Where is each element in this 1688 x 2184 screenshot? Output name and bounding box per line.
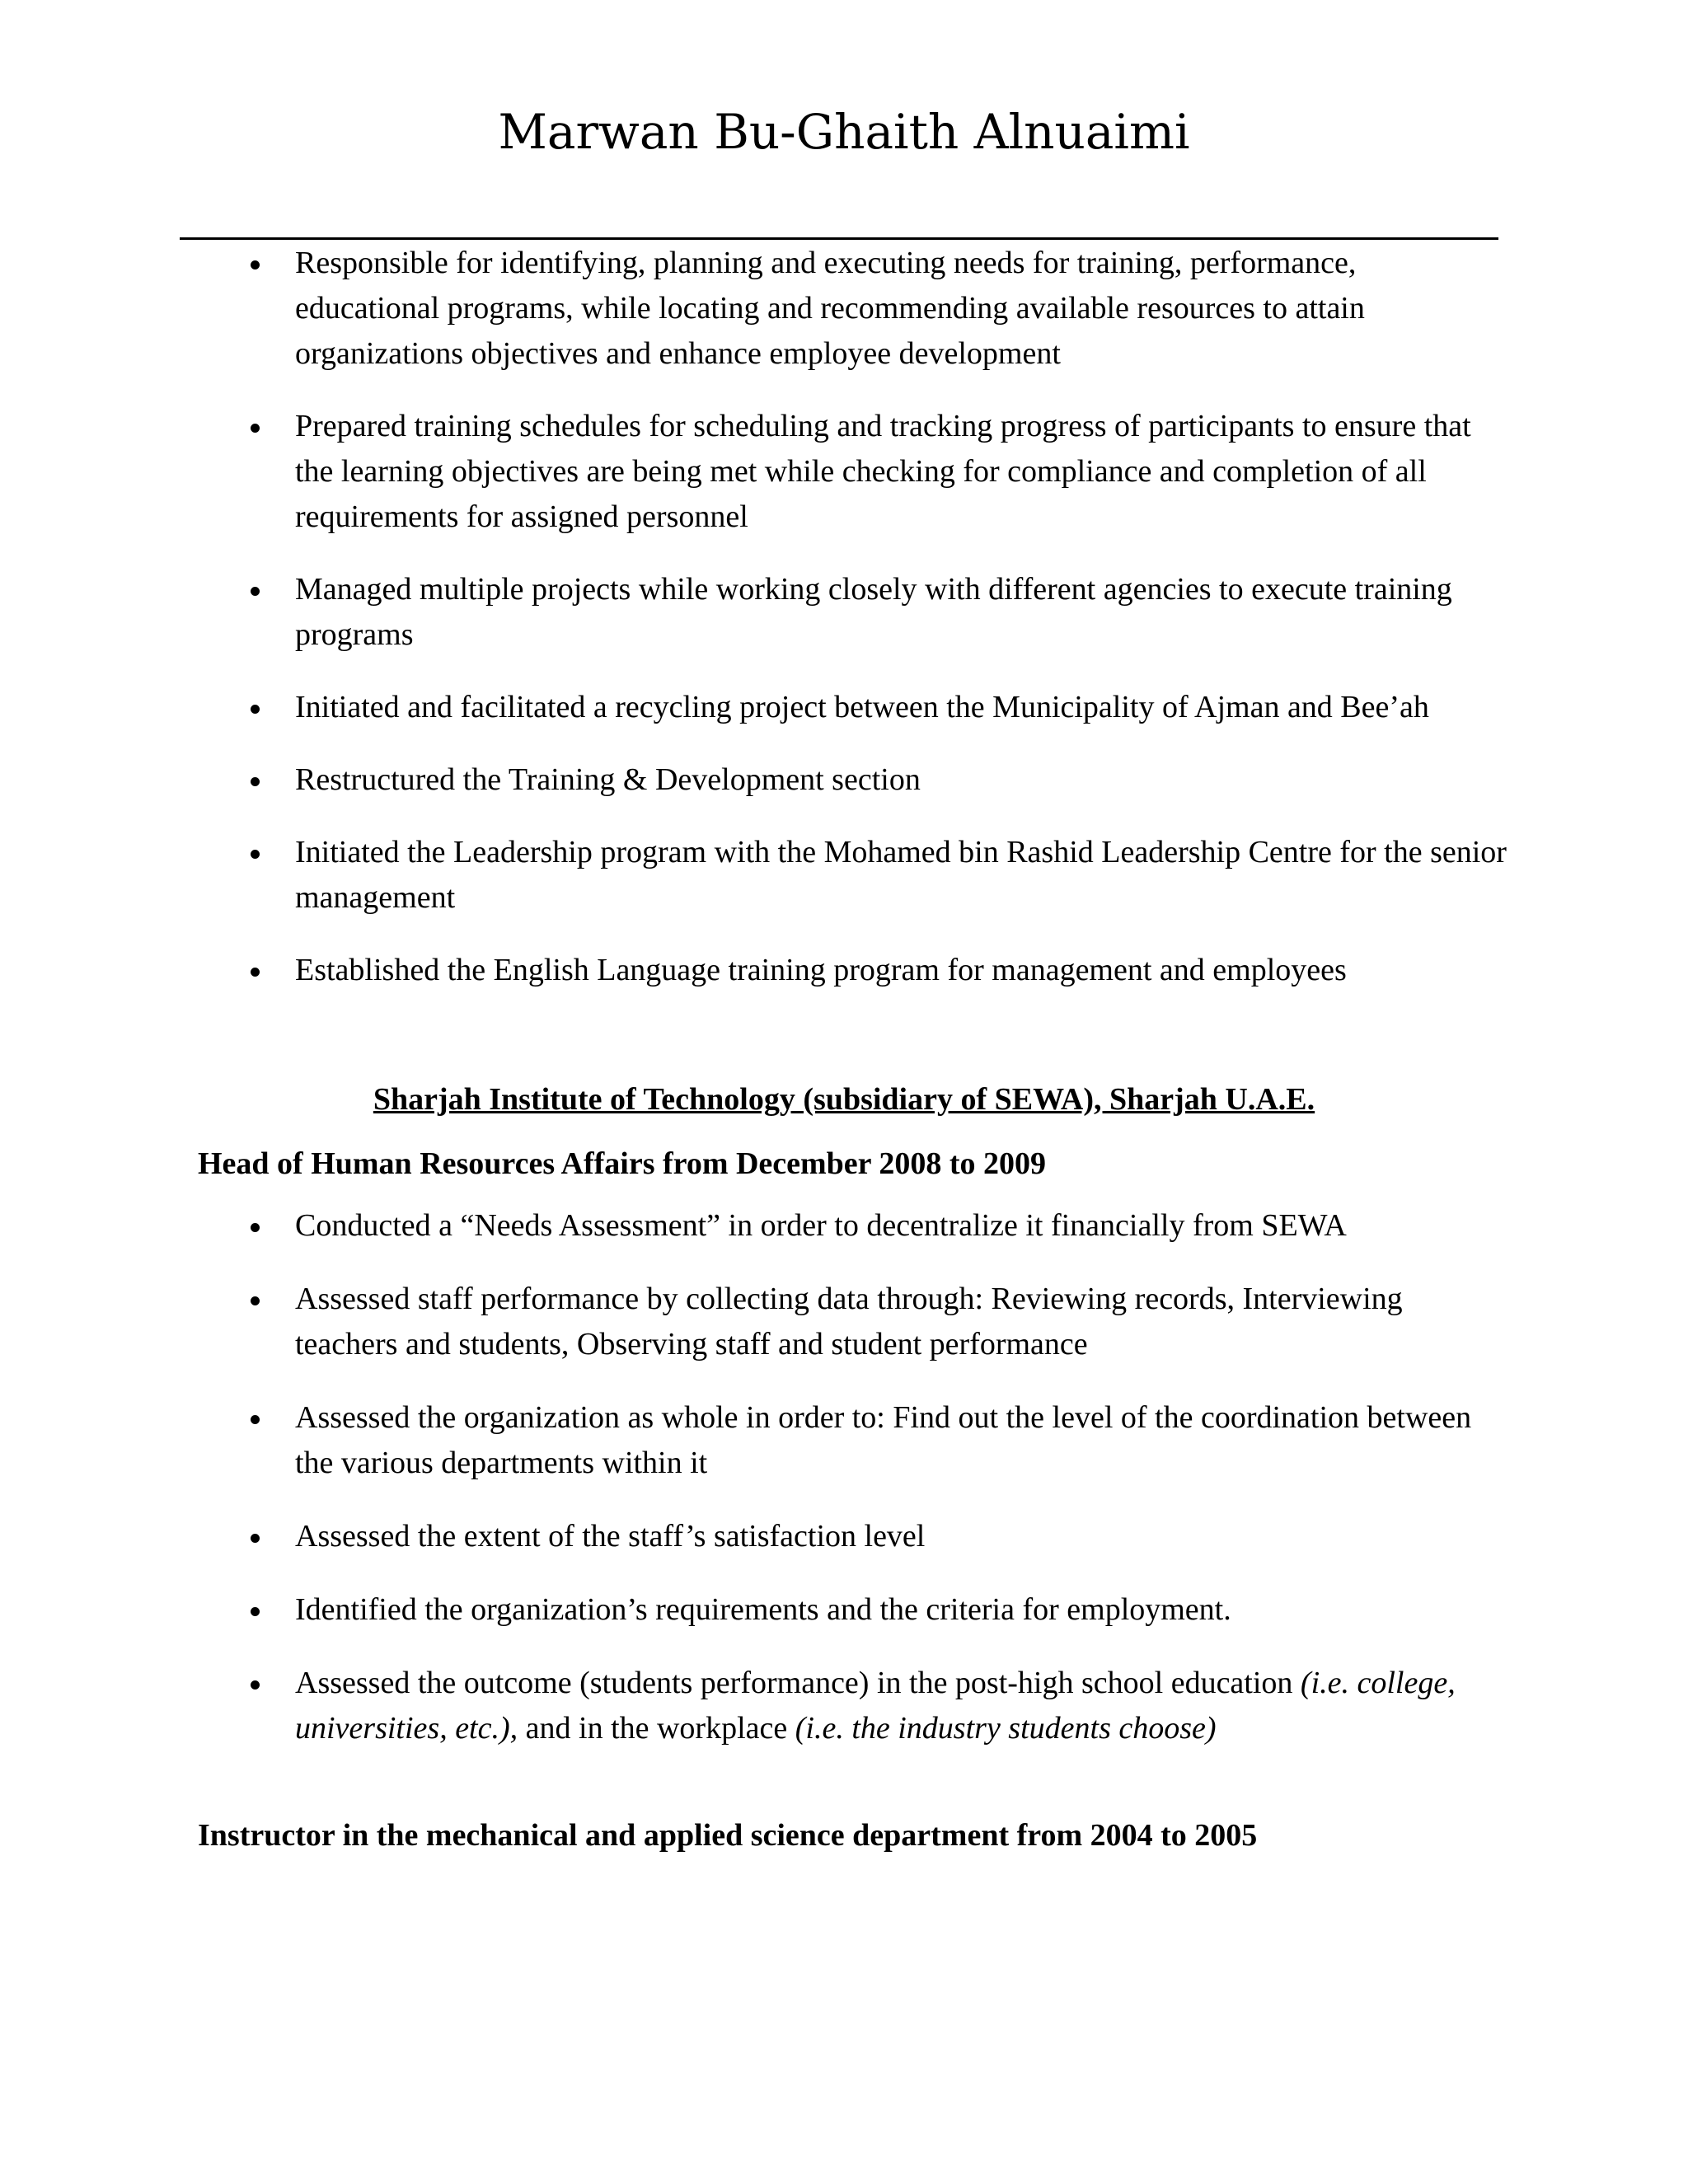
- bullet-icon: [251, 1223, 260, 1232]
- bullet-icon: [251, 850, 260, 859]
- responsibilities-list: [0, 241, 1507, 1020]
- list-item: [0, 1661, 1507, 1751]
- list-item-text: Established the English Language training program for management and employees: [295, 953, 1347, 987]
- list-item-text: Responsible for identifying, planning and executing needs for training, performance, educational programs, while locating and recommending available resources to attain organizations objectives and enhance employee development: [295, 246, 1365, 371]
- bullet-icon: [251, 1296, 260, 1305]
- list-item-text: Prepared training schedules for scheduling and tracking progress of participants to ensure that the learning objectives are being met while checking for compliance and completion of all requirements for assigned personnel: [295, 409, 1471, 534]
- list-item-text: Assessed staff performance by collecting data through: Reviewing records, Interviewing teachers and students, Observing staff and student performance: [295, 1282, 1403, 1361]
- list-item: [0, 1203, 1507, 1249]
- list-item-text: Conducted a “Needs Assessment” in order to decentralize it financially from SEWA: [295, 1208, 1347, 1243]
- bullet-icon: [251, 260, 260, 269]
- header-divider: [180, 237, 1498, 240]
- bullet-icon: [251, 705, 260, 714]
- list-item-text: Assessed the extent of the staff’s satisfaction level: [295, 1519, 926, 1554]
- bullet-icon: [251, 1607, 260, 1616]
- list-item: [0, 404, 1507, 540]
- page-title: Marwan Bu-Ghaith Alnuaimi: [498, 104, 1190, 160]
- list-item: [0, 241, 1507, 377]
- workplace-text: and in the workplace: [518, 1711, 795, 1746]
- list-item-text: [295, 1661, 1507, 1751]
- list-item-text: Restructured the Training & Development section: [295, 762, 921, 797]
- list-item-text: Initiated the Leadership program with the Mohamed bin Rashid Leadership Centre for the senior management: [295, 835, 1507, 915]
- bullet-icon: [251, 777, 260, 786]
- hr-duties-list: [0, 1203, 1507, 1779]
- outcome-examples-italic: (i.e. college, universities, etc.),: [295, 1666, 1456, 1746]
- list-item-text: Assessed the organization as whole in order to: Find out the level of the coordination between the various departments within it: [295, 1400, 1472, 1480]
- bullet-icon: [251, 1680, 260, 1690]
- list-item-text: Initiated and facilitated a recycling project between the Municipality of Ajman and Bee’ah: [295, 690, 1429, 724]
- workplace-examples-italic: (i.e. the industry students choose): [795, 1711, 1217, 1746]
- bullet-icon: [251, 1534, 260, 1543]
- bullet-icon: [251, 424, 260, 433]
- list-item: [0, 1277, 1507, 1367]
- list-item: [0, 948, 1507, 993]
- role-heading-hr: Head of Human Resources Affairs from December 2008 to 2009: [198, 1146, 1047, 1181]
- list-item: [0, 1395, 1507, 1486]
- list-item: [0, 1514, 1507, 1559]
- bullet-icon: [251, 1415, 260, 1424]
- bullet-icon: [251, 968, 260, 977]
- list-item-text: Identified the organization’s requirements and the criteria for employment.: [295, 1592, 1231, 1627]
- role-heading-instructor: Instructor in the mechanical and applied science department from 2004 to 2005: [198, 1818, 1258, 1853]
- institution-heading: Sharjah Institute of Technology (subsidiary of SEWA), Sharjah U.A.E.: [373, 1082, 1315, 1117]
- list-item: [0, 685, 1507, 730]
- list-item: [0, 757, 1507, 803]
- list-item: [0, 567, 1507, 658]
- bullet-icon: [251, 587, 260, 596]
- list-item: [0, 1587, 1507, 1633]
- outcome-text: Assessed the outcome (students performance) in the post-high school education: [295, 1666, 1301, 1700]
- list-item: [0, 830, 1507, 921]
- list-item-text: Managed multiple projects while working closely with different agencies to execute training programs: [295, 572, 1452, 652]
